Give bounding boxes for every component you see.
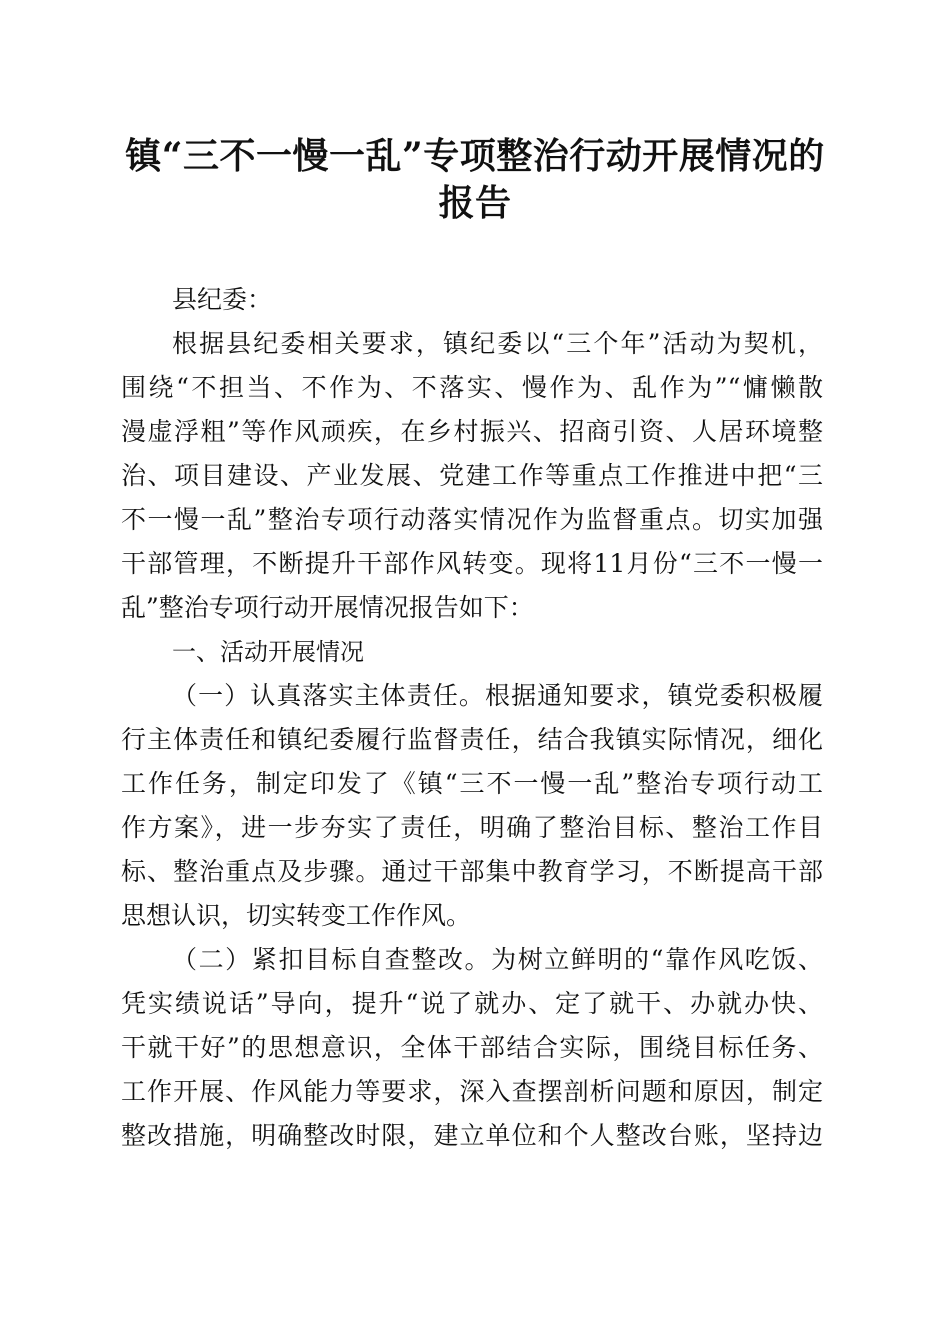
subsection-1-paragraph <box>121 674 823 938</box>
paragraph-line: （二）紧扣目标自查整改。为树立鲜明的“靠作风吃饭、 <box>172 945 823 974</box>
paragraph-line: 漫虚浮粗”等作风顽疾，在乡村振兴、招商引资、人居环境整 <box>121 417 823 446</box>
paragraph-line: 标、整治重点及步骤。通过干部集中教育学习，不断提高干部 <box>121 857 823 886</box>
document-body <box>121 278 823 1158</box>
paragraph-line: 工作任务，制定印发了《镇“三不一慢一乱”整治专项行动工 <box>121 769 823 798</box>
paragraph-line: 干部管理，不断提升干部作风转变。现将11月份“三不一慢一 <box>121 549 823 578</box>
paragraph-line: 不一慢一乱”整治专项行动落实情况作为监督重点。切实加强 <box>121 505 823 534</box>
title-line-1: 镇“三不一慢一乱”专项整治行动开展情况的 <box>125 135 825 177</box>
salutation: 县纪委： <box>172 285 273 314</box>
paragraph-line: 乱”整治专项行动开展情况报告如下： <box>121 593 534 622</box>
paragraph-line: （一）认真落实主体责任。根据通知要求，镇党委积极履 <box>172 681 823 710</box>
paragraph-line: 围绕“不担当、不作为、不落实、慢作为、乱作为”“慵懒散 <box>121 373 823 402</box>
paragraph-line: 行主体责任和镇纪委履行监督责任，结合我镇实际情况，细化 <box>121 725 823 754</box>
document-title <box>100 133 850 227</box>
paragraph-line: 思想认识，切实转变工作作风。 <box>121 901 472 930</box>
paragraph-line: 治、项目建设、产业发展、党建工作等重点工作推进中把“三 <box>121 461 823 490</box>
paragraph-line: 整改措施，明确整改时限，建立单位和个人整改台账，坚持边 <box>121 1121 823 1150</box>
section-heading: 一、活动开展情况 <box>172 638 364 666</box>
subsection-2-paragraph <box>121 938 823 1158</box>
paragraph-line: 凭实绩说话”导向，提升“说了就办、定了就干、办就办快、 <box>121 989 823 1018</box>
title-line-2: 报告 <box>438 182 512 224</box>
paragraph-line: 作方案》，进一步夯实了责任，明确了整治目标、整治工作目 <box>121 813 823 842</box>
paragraph-line: 根据县纪委相关要求，镇纪委以“三个年”活动为契机， <box>172 329 823 358</box>
paragraph-line: 工作开展、作风能力等要求，深入查摆剖析问题和原因，制定 <box>121 1077 823 1106</box>
paragraph-line: 干就干好”的思想意识，全体干部结合实际，围绕目标任务、 <box>121 1033 823 1062</box>
intro-paragraph <box>121 322 823 630</box>
